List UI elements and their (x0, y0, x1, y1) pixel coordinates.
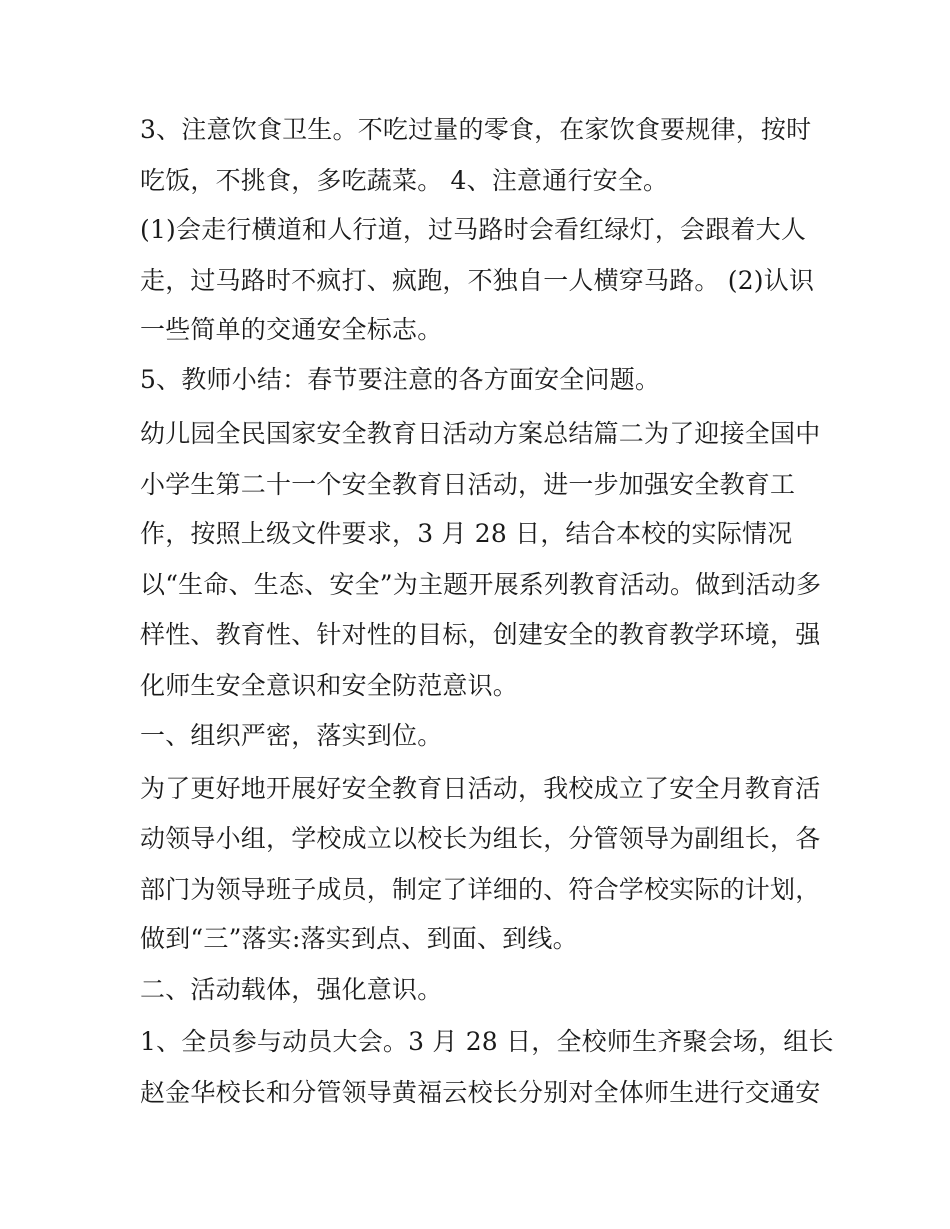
text-line: 3、注意饮食卫生。不吃过量的零食，在家饮食要规律，按时 (140, 115, 812, 144)
text-line: 5、教师小结：春节要注意的各方面安全问题。 (140, 365, 661, 394)
text-line: 走，过马路时不疯打、疯跑，不独自一人横穿马路。 (2)认识 (140, 266, 815, 295)
section-heading: 一、组织严密，落实到位。 (140, 721, 443, 750)
text-line: 赵金华校长和分管领导黄福云校长分别对全体师生进行交通安 (140, 1078, 821, 1107)
text-line: 做到“三”落实:落实到点、到面、到线。 (140, 924, 578, 953)
text-line: 作，按照上级文件要求，3 月 28 日，结合本校的实际情况 (140, 519, 793, 548)
text-line: (1)会走行横道和人行道，过马路时会看红绿灯，会跟着大人 (140, 215, 807, 244)
text-line: 幼儿园全民国家安全教育日活动方案总结篇二为了迎接全国中 (140, 419, 821, 448)
text-line: 为了更好地开展好安全教育日活动，我校成立了安全月教育活 (140, 774, 821, 803)
text-line: 化师生安全意识和安全防范意识。 (140, 671, 519, 700)
text-line: 一些简单的交通安全标志。 (140, 315, 443, 344)
text-line: 部门为领导班子成员，制定了详细的、符合学校实际的计划， (140, 875, 821, 904)
section-heading: 二、活动载体，强化意识。 (140, 975, 443, 1004)
text-line: 吃饭，不挑食，多吃蔬菜。 4、注意通行安全。 (140, 166, 669, 195)
text-line: 以“生命、生态、安全”为主题开展系列教育活动。做到活动多 (140, 570, 822, 599)
text-line: 样性、教育性、针对性的目标，创建安全的教育教学环境，强 (140, 620, 821, 649)
text-line: 1、全员参与动员大会。3 月 28 日，全校师生齐聚会场，组长 (140, 1027, 834, 1056)
text-line: 小学生第二十一个安全教育日活动，进一步加强安全教育工 (140, 470, 796, 499)
text-line: 动领导小组，学校成立以校长为组长，分管领导为副组长，各 (140, 824, 821, 853)
